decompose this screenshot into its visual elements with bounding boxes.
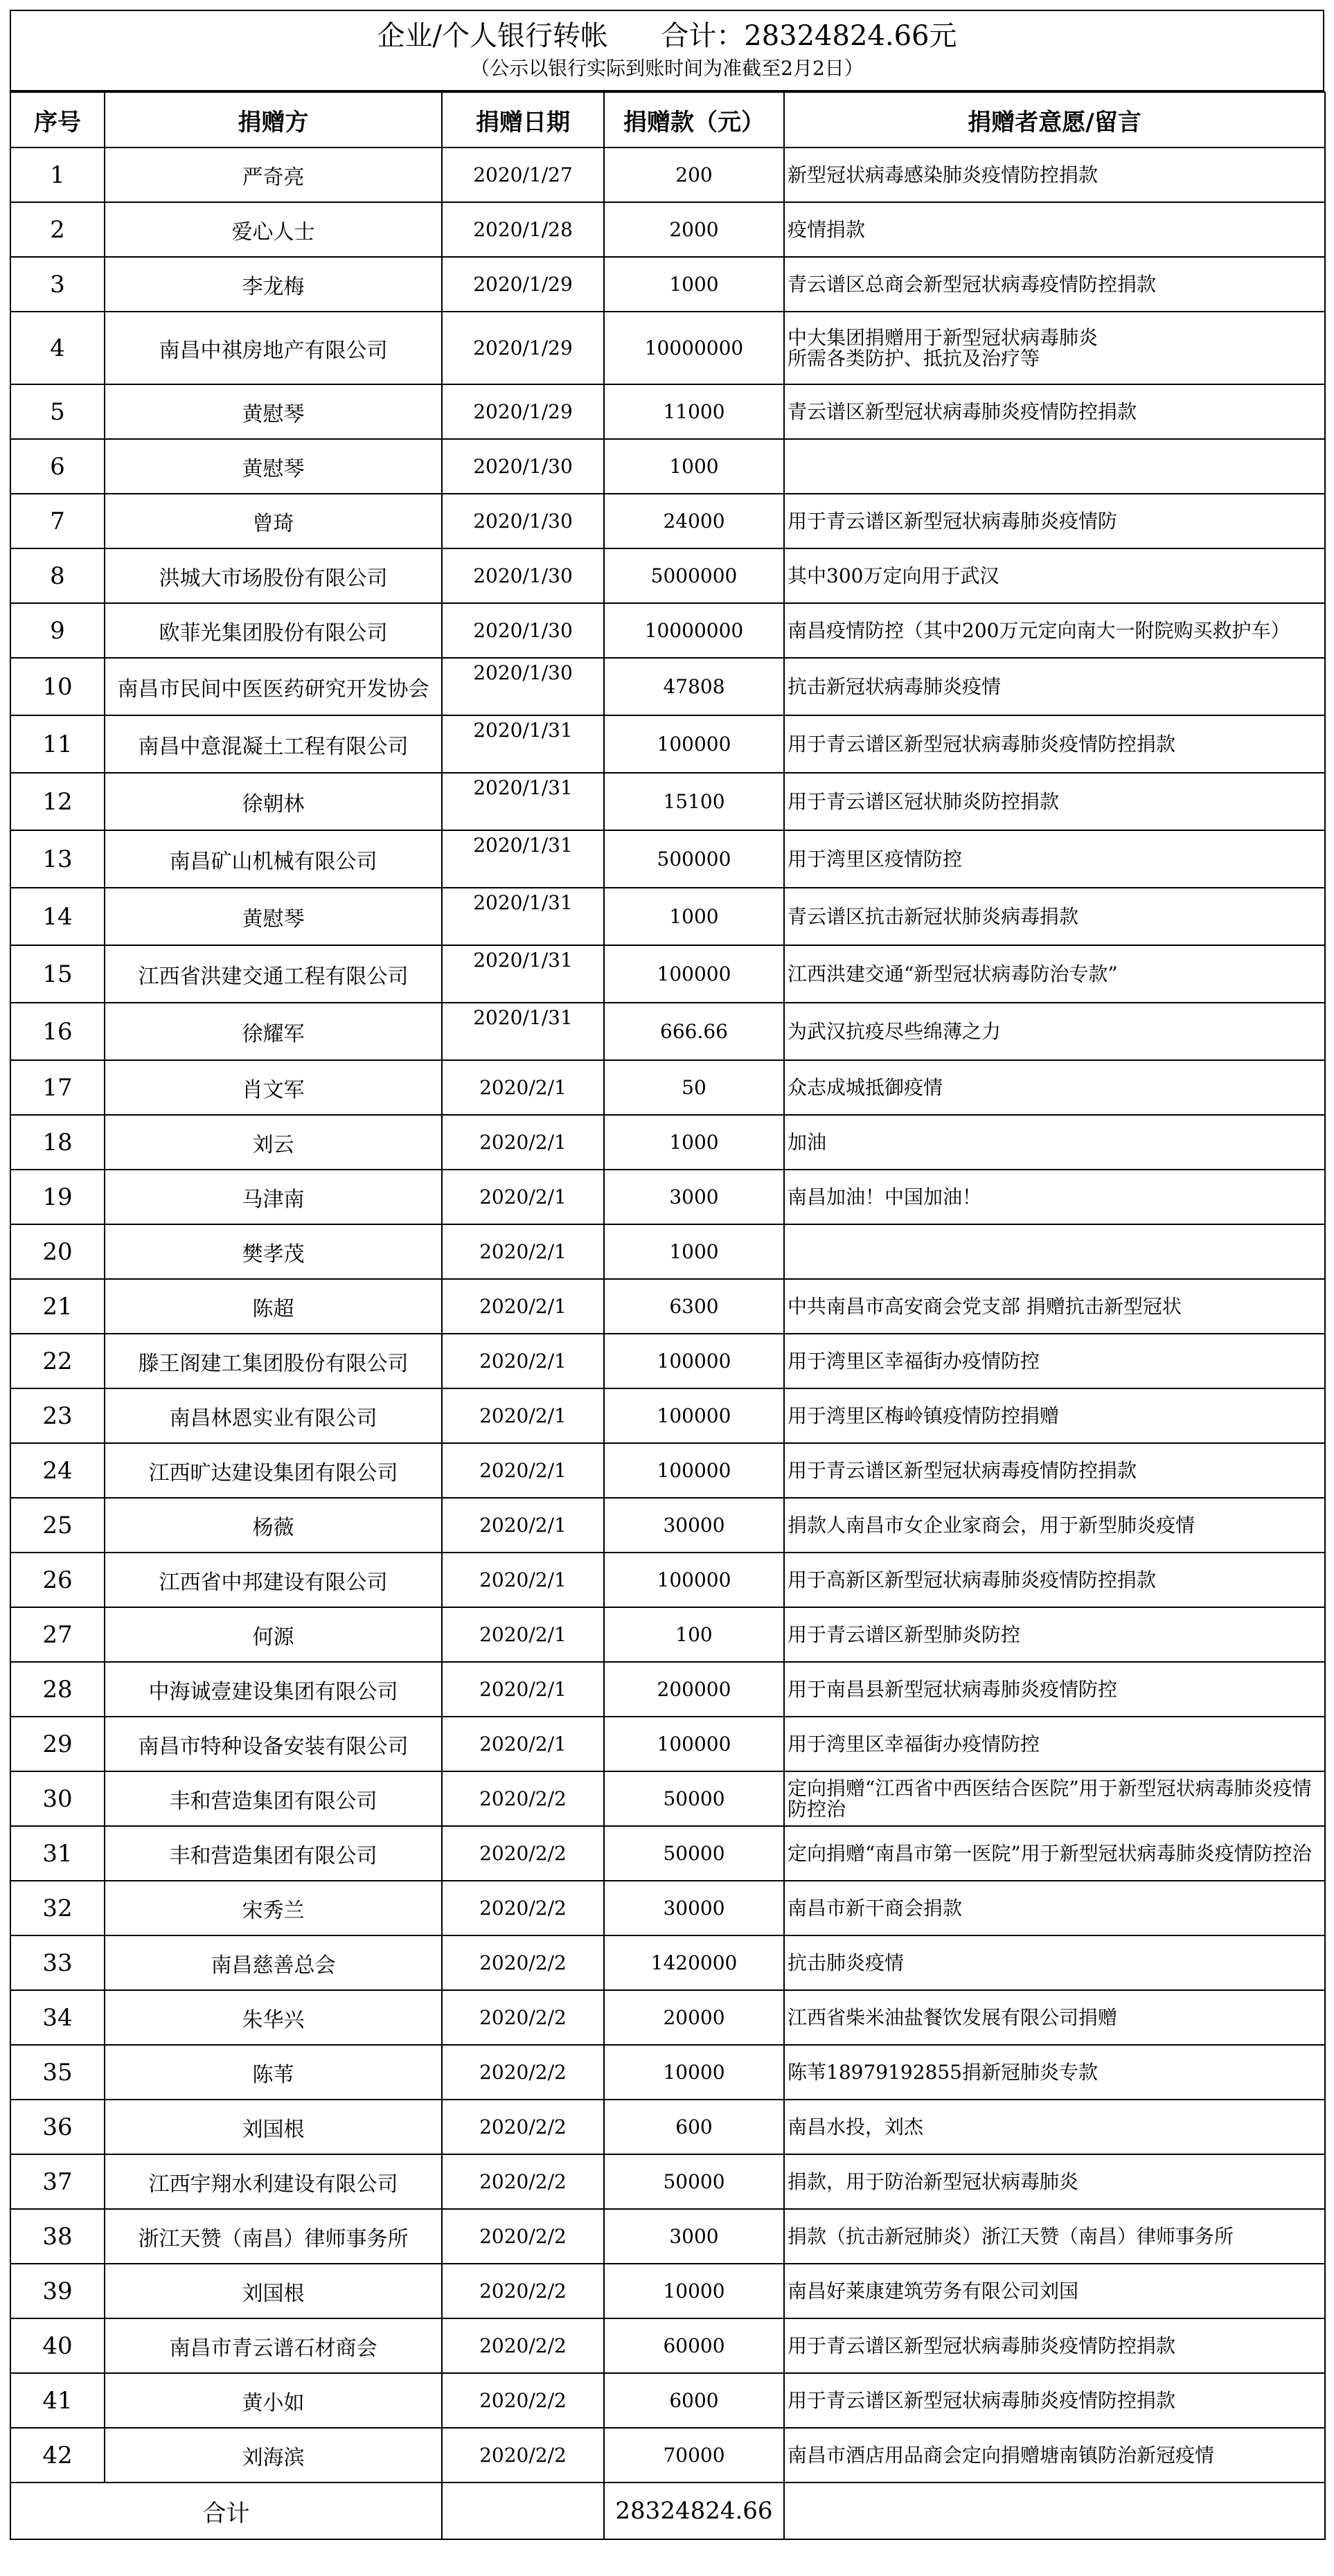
table-row bbox=[10, 1115, 1325, 1170]
table-row bbox=[10, 2154, 1325, 2209]
row-date: 2020/2/1 bbox=[442, 1443, 604, 1498]
row-number: 5 bbox=[10, 384, 105, 439]
row-message: 用于高新区新型冠状病毒肺炎疫情防控捐款 bbox=[784, 1553, 1325, 1607]
table-body bbox=[10, 147, 1325, 2483]
row-amount: 70000 bbox=[604, 2428, 784, 2483]
table-row bbox=[10, 202, 1325, 257]
row-date: 2020/1/30 bbox=[442, 658, 604, 715]
row-number: 4 bbox=[10, 312, 105, 384]
total-row bbox=[10, 2483, 1325, 2539]
table-row bbox=[10, 1771, 1325, 1826]
row-message: 用于青云谱区新型冠状病毒肺炎疫情防控捐款 bbox=[784, 2318, 1325, 2373]
row-amount: 10000 bbox=[604, 2264, 784, 2318]
row-date: 2020/2/2 bbox=[442, 1990, 604, 2045]
row-donor: 樊孝茂 bbox=[105, 1224, 442, 1279]
row-message: 捐款人南昌市女企业家商会，用于新型肺炎疫情 bbox=[784, 1498, 1325, 1553]
row-number: 42 bbox=[10, 2428, 105, 2483]
row-message: 陈苇18979192855捐新冠肺炎专款 bbox=[784, 2045, 1325, 2100]
row-donor: 刘国根 bbox=[105, 2264, 442, 2318]
row-message: 用于青云谱区新型肺炎防控 bbox=[784, 1607, 1325, 1662]
row-message: 青云谱区总商会新型冠状病毒疫情防控捐款 bbox=[784, 257, 1325, 312]
title-block bbox=[10, 10, 1324, 91]
row-message: 捐款，用于防治新型冠状病毒肺炎 bbox=[784, 2154, 1325, 2209]
row-donor: 爱心人士 bbox=[105, 202, 442, 257]
row-message: 中共南昌市高安商会党支部 捐赠抗击新型冠状 bbox=[784, 1279, 1325, 1334]
row-date: 2020/1/30 bbox=[442, 439, 604, 494]
row-amount: 500000 bbox=[604, 830, 784, 888]
row-amount: 10000000 bbox=[604, 312, 784, 384]
row-date: 2020/1/31 bbox=[442, 773, 604, 830]
row-number: 41 bbox=[10, 2373, 105, 2428]
row-number: 37 bbox=[10, 2154, 105, 2209]
row-donor: 中海诚壹建设集团有限公司 bbox=[105, 1662, 442, 1717]
row-donor: 江西旷达建设集团有限公司 bbox=[105, 1443, 442, 1498]
row-date: 2020/2/2 bbox=[442, 1771, 604, 1826]
table-row bbox=[10, 2100, 1325, 2154]
row-date: 2020/1/29 bbox=[442, 312, 604, 384]
row-amount: 100000 bbox=[604, 1553, 784, 1607]
row-message bbox=[784, 1224, 1325, 1279]
row-donor: 丰和营造集团有限公司 bbox=[105, 1771, 442, 1826]
row-date: 2020/2/1 bbox=[442, 1115, 604, 1170]
row-message: 用于湾里区幸福街办疫情防控 bbox=[784, 1334, 1325, 1388]
row-donor: 何源 bbox=[105, 1607, 442, 1662]
table-row bbox=[10, 2045, 1325, 2100]
row-number: 25 bbox=[10, 1498, 105, 1553]
row-number: 16 bbox=[10, 1003, 105, 1060]
row-date: 2020/2/2 bbox=[442, 2209, 604, 2264]
row-donor: 徐耀军 bbox=[105, 1003, 442, 1060]
table-row bbox=[10, 494, 1325, 548]
row-number: 12 bbox=[10, 773, 105, 830]
row-date: 2020/1/31 bbox=[442, 945, 604, 1003]
row-message: 抗击新冠状病毒肺炎疫情 bbox=[784, 658, 1325, 715]
row-amount: 3000 bbox=[604, 2209, 784, 2264]
row-number: 28 bbox=[10, 1662, 105, 1717]
row-date: 2020/2/1 bbox=[442, 1279, 604, 1334]
row-amount: 666.66 bbox=[604, 1003, 784, 1060]
row-number: 20 bbox=[10, 1224, 105, 1279]
row-donor: 浙江天赞（南昌）律师事务所 bbox=[105, 2209, 442, 2264]
row-message: 南昌市新干商会捐款 bbox=[784, 1881, 1325, 1935]
row-message: 定向捐赠“江西省中西医结合医院”用于新型冠状病毒肺炎疫情防控治 bbox=[784, 1771, 1325, 1826]
row-amount: 3000 bbox=[604, 1170, 784, 1224]
row-number: 13 bbox=[10, 830, 105, 888]
row-date: 2020/1/30 bbox=[442, 548, 604, 603]
row-date: 2020/2/1 bbox=[442, 1388, 604, 1443]
row-donor: 肖文军 bbox=[105, 1060, 442, 1115]
row-donor: 杨薇 bbox=[105, 1498, 442, 1553]
row-donor: 欧菲光集团股份有限公司 bbox=[105, 603, 442, 658]
row-number: 22 bbox=[10, 1334, 105, 1388]
header-amount: 捐赠款（元） bbox=[604, 92, 784, 147]
table-row bbox=[10, 384, 1325, 439]
row-amount: 47808 bbox=[604, 658, 784, 715]
table-header-row bbox=[10, 92, 1325, 147]
row-message: 南昌市酒店用品商会定向捐赠塘南镇防治新冠疫情 bbox=[784, 2428, 1325, 2483]
row-number: 24 bbox=[10, 1443, 105, 1498]
table-row bbox=[10, 1170, 1325, 1224]
table-row bbox=[10, 439, 1325, 494]
row-number: 30 bbox=[10, 1771, 105, 1826]
row-number: 39 bbox=[10, 2264, 105, 2318]
row-number: 32 bbox=[10, 1881, 105, 1935]
table-row bbox=[10, 945, 1325, 1003]
row-number: 18 bbox=[10, 1115, 105, 1170]
row-number: 10 bbox=[10, 658, 105, 715]
row-amount: 5000000 bbox=[604, 548, 784, 603]
total-empty-message bbox=[784, 2483, 1325, 2539]
row-date: 2020/2/1 bbox=[442, 1498, 604, 1553]
row-amount: 50000 bbox=[604, 1826, 784, 1881]
row-donor: 江西省中邦建设有限公司 bbox=[105, 1553, 442, 1607]
table-row bbox=[10, 2428, 1325, 2483]
row-message: 用于湾里区疫情防控 bbox=[784, 830, 1325, 888]
row-date: 2020/2/2 bbox=[442, 1935, 604, 1990]
row-donor: 南昌市特种设备安装有限公司 bbox=[105, 1717, 442, 1771]
row-date: 2020/1/30 bbox=[442, 603, 604, 658]
row-donor: 徐朝林 bbox=[105, 773, 442, 830]
row-date: 2020/2/2 bbox=[442, 2045, 604, 2100]
row-number: 19 bbox=[10, 1170, 105, 1224]
table-row bbox=[10, 2209, 1325, 2264]
total-label: 合计 bbox=[10, 2483, 442, 2539]
row-amount: 1000 bbox=[604, 1115, 784, 1170]
row-donor: 南昌中祺房地产有限公司 bbox=[105, 312, 442, 384]
row-message: 江西洪建交通“新型冠状病毒防治专款” bbox=[784, 945, 1325, 1003]
row-amount: 100000 bbox=[604, 715, 784, 773]
row-number: 34 bbox=[10, 1990, 105, 2045]
row-amount: 15100 bbox=[604, 773, 784, 830]
row-amount: 11000 bbox=[604, 384, 784, 439]
row-amount: 200000 bbox=[604, 1662, 784, 1717]
row-donor: 陈超 bbox=[105, 1279, 442, 1334]
row-number: 21 bbox=[10, 1279, 105, 1334]
table-row bbox=[10, 1935, 1325, 1990]
row-message: 新型冠状病毒感染肺炎疫情防控捐款 bbox=[784, 147, 1325, 202]
table-row bbox=[10, 888, 1325, 945]
row-amount: 20000 bbox=[604, 1990, 784, 2045]
row-amount: 6000 bbox=[604, 2373, 784, 2428]
row-number: 1 bbox=[10, 147, 105, 202]
row-donor: 刘海滨 bbox=[105, 2428, 442, 2483]
row-message: 用于青云谱区新型冠状病毒肺炎疫情防 bbox=[784, 494, 1325, 548]
page-subtitle: （公示以银行实际到账时间为准截至2月2日） bbox=[470, 57, 864, 80]
row-date: 2020/1/29 bbox=[442, 257, 604, 312]
table-row bbox=[10, 715, 1325, 773]
row-date: 2020/2/1 bbox=[442, 1662, 604, 1717]
row-donor: 洪城大市场股份有限公司 bbox=[105, 548, 442, 603]
row-date: 2020/2/1 bbox=[442, 1060, 604, 1115]
table-row bbox=[10, 1003, 1325, 1060]
table-row bbox=[10, 548, 1325, 603]
row-message: 定向捐赠“南昌市第一医院”用于新型冠状病毒肺炎疫情防控治 bbox=[784, 1826, 1325, 1881]
row-amount: 50 bbox=[604, 1060, 784, 1115]
row-message: 南昌疫情防控（其中200万元定向南大一附院购买救护车） bbox=[784, 603, 1325, 658]
table-row bbox=[10, 603, 1325, 658]
table-row bbox=[10, 1443, 1325, 1498]
row-donor: 严奇亮 bbox=[105, 147, 442, 202]
row-donor: 南昌林恩实业有限公司 bbox=[105, 1388, 442, 1443]
row-date: 2020/2/1 bbox=[442, 1607, 604, 1662]
row-number: 2 bbox=[10, 202, 105, 257]
row-date: 2020/1/31 bbox=[442, 888, 604, 945]
row-number: 14 bbox=[10, 888, 105, 945]
row-number: 11 bbox=[10, 715, 105, 773]
row-message: 为武汉抗疫尽些绵薄之力 bbox=[784, 1003, 1325, 1060]
row-message: 用于青云谱区新型冠状病毒疫情防控捐款 bbox=[784, 1443, 1325, 1498]
row-number: 15 bbox=[10, 945, 105, 1003]
table-row bbox=[10, 1388, 1325, 1443]
row-message: 用于青云谱区新型冠状病毒肺炎疫情防控捐款 bbox=[784, 715, 1325, 773]
row-donor: 南昌中意混凝土工程有限公司 bbox=[105, 715, 442, 773]
row-message: 江西省柴米油盐餐饮发展有限公司捐赠 bbox=[784, 1990, 1325, 2045]
row-message: 用于南昌县新型冠状病毒肺炎疫情防控 bbox=[784, 1662, 1325, 1717]
row-donor: 南昌市青云谱石材商会 bbox=[105, 2318, 442, 2373]
header-no: 序号 bbox=[10, 92, 105, 147]
row-number: 7 bbox=[10, 494, 105, 548]
total-amount: 28324824.66 bbox=[604, 2483, 784, 2539]
row-message: 青云谱区抗击新冠状肺炎病毒捐款 bbox=[784, 888, 1325, 945]
row-message: 其中300万定向用于武汉 bbox=[784, 548, 1325, 603]
row-date: 2020/1/31 bbox=[442, 715, 604, 773]
row-date: 2020/1/28 bbox=[442, 202, 604, 257]
row-number: 38 bbox=[10, 2209, 105, 2264]
donation-table bbox=[10, 91, 1326, 2540]
table-row bbox=[10, 1717, 1325, 1771]
row-number: 9 bbox=[10, 603, 105, 658]
row-message: 捐款（抗击新冠肺炎）浙江天赞（南昌）律师事务所 bbox=[784, 2209, 1325, 2264]
row-message: 用于湾里区幸福街办疫情防控 bbox=[784, 1717, 1325, 1771]
row-donor: 滕王阁建工集团股份有限公司 bbox=[105, 1334, 442, 1388]
row-amount: 2000 bbox=[604, 202, 784, 257]
row-amount: 50000 bbox=[604, 2154, 784, 2209]
row-amount: 200 bbox=[604, 147, 784, 202]
header-message: 捐赠者意愿/留言 bbox=[784, 92, 1325, 147]
header-donor: 捐赠方 bbox=[105, 92, 442, 147]
row-donor: 南昌慈善总会 bbox=[105, 1935, 442, 1990]
row-message: 南昌好莱康建筑劳务有限公司刘国 bbox=[784, 2264, 1325, 2318]
table-row bbox=[10, 2373, 1325, 2428]
row-donor: 马津南 bbox=[105, 1170, 442, 1224]
donation-sheet bbox=[10, 10, 1324, 2566]
row-amount: 1000 bbox=[604, 1224, 784, 1279]
row-date: 2020/2/2 bbox=[442, 2428, 604, 2483]
row-date: 2020/2/2 bbox=[442, 1881, 604, 1935]
row-number: 26 bbox=[10, 1553, 105, 1607]
row-amount: 1420000 bbox=[604, 1935, 784, 1990]
row-message: 南昌水投，刘杰 bbox=[784, 2100, 1325, 2154]
row-donor: 江西宇翔水利建设有限公司 bbox=[105, 2154, 442, 2209]
row-number: 27 bbox=[10, 1607, 105, 1662]
row-donor: 黄慰琴 bbox=[105, 384, 442, 439]
row-message: 青云谱区新型冠状病毒肺炎疫情防控捐款 bbox=[784, 384, 1325, 439]
table-row bbox=[10, 1607, 1325, 1662]
table-row bbox=[10, 2264, 1325, 2318]
table-row bbox=[10, 1662, 1325, 1717]
table-row bbox=[10, 1826, 1325, 1881]
row-donor: 李龙梅 bbox=[105, 257, 442, 312]
table-row bbox=[10, 1060, 1325, 1115]
row-donor: 江西省洪建交通工程有限公司 bbox=[105, 945, 442, 1003]
row-date: 2020/2/2 bbox=[442, 2100, 604, 2154]
row-number: 33 bbox=[10, 1935, 105, 1990]
row-donor: 南昌市民间中医医药研究开发协会 bbox=[105, 658, 442, 715]
row-date: 2020/1/29 bbox=[442, 384, 604, 439]
row-date: 2020/1/31 bbox=[442, 830, 604, 888]
row-date: 2020/2/2 bbox=[442, 2154, 604, 2209]
row-date: 2020/2/2 bbox=[442, 2373, 604, 2428]
row-amount: 6300 bbox=[604, 1279, 784, 1334]
row-number: 8 bbox=[10, 548, 105, 603]
table-row bbox=[10, 1334, 1325, 1388]
table-row bbox=[10, 147, 1325, 202]
row-donor: 黄小如 bbox=[105, 2373, 442, 2428]
row-number: 6 bbox=[10, 439, 105, 494]
row-amount: 1000 bbox=[604, 439, 784, 494]
row-donor: 刘国根 bbox=[105, 2100, 442, 2154]
row-amount: 50000 bbox=[604, 1771, 784, 1826]
table-row bbox=[10, 830, 1325, 888]
table-row bbox=[10, 1224, 1325, 1279]
table-row bbox=[10, 1881, 1325, 1935]
row-donor: 曾琦 bbox=[105, 494, 442, 548]
row-message bbox=[784, 439, 1325, 494]
table-row bbox=[10, 1498, 1325, 1553]
row-date: 2020/2/1 bbox=[442, 1717, 604, 1771]
row-message: 用于湾里区梅岭镇疫情防控捐赠 bbox=[784, 1388, 1325, 1443]
table-row bbox=[10, 1990, 1325, 2045]
row-message: 用于青云谱区冠状肺炎防控捐款 bbox=[784, 773, 1325, 830]
row-number: 36 bbox=[10, 2100, 105, 2154]
row-message: 加油 bbox=[784, 1115, 1325, 1170]
row-amount: 10000000 bbox=[604, 603, 784, 658]
row-amount: 1000 bbox=[604, 257, 784, 312]
table-row bbox=[10, 658, 1325, 715]
row-message: 南昌加油！中国加油！ bbox=[784, 1170, 1325, 1224]
row-amount: 100000 bbox=[604, 945, 784, 1003]
row-number: 40 bbox=[10, 2318, 105, 2373]
row-donor: 陈苇 bbox=[105, 2045, 442, 2100]
row-date: 2020/2/2 bbox=[442, 1826, 604, 1881]
row-date: 2020/2/2 bbox=[442, 2318, 604, 2373]
page-title: 企业/个人银行转帐 合计：28324824.66元 bbox=[377, 20, 957, 52]
row-donor: 朱华兴 bbox=[105, 1990, 442, 2045]
row-donor: 刘云 bbox=[105, 1115, 442, 1170]
row-message: 疫情捐款 bbox=[784, 202, 1325, 257]
row-donor: 南昌矿山机械有限公司 bbox=[105, 830, 442, 888]
table-row bbox=[10, 1553, 1325, 1607]
row-amount: 600 bbox=[604, 2100, 784, 2154]
row-date: 2020/1/30 bbox=[442, 494, 604, 548]
row-date: 2020/2/1 bbox=[442, 1170, 604, 1224]
row-amount: 10000 bbox=[604, 2045, 784, 2100]
row-message: 用于青云谱区新型冠状病毒肺炎疫情防控捐款 bbox=[784, 2373, 1325, 2428]
table-row bbox=[10, 312, 1325, 384]
row-number: 29 bbox=[10, 1717, 105, 1771]
row-number: 17 bbox=[10, 1060, 105, 1115]
row-message: 抗击肺炎疫情 bbox=[784, 1935, 1325, 1990]
row-amount: 1000 bbox=[604, 888, 784, 945]
row-message: 中大集团捐赠用于新型冠状病毒肺炎 所需各类防护、抵抗及治疗等 bbox=[784, 312, 1325, 384]
row-donor: 黄慰琴 bbox=[105, 888, 442, 945]
row-date: 2020/1/27 bbox=[442, 147, 604, 202]
row-amount: 30000 bbox=[604, 1881, 784, 1935]
row-amount: 60000 bbox=[604, 2318, 784, 2373]
row-amount: 100000 bbox=[604, 1334, 784, 1388]
row-number: 23 bbox=[10, 1388, 105, 1443]
row-donor: 丰和营造集团有限公司 bbox=[105, 1826, 442, 1881]
row-date: 2020/2/1 bbox=[442, 1553, 604, 1607]
header-date: 捐赠日期 bbox=[442, 92, 604, 147]
row-donor: 宋秀兰 bbox=[105, 1881, 442, 1935]
table-row bbox=[10, 257, 1325, 312]
row-date: 2020/2/1 bbox=[442, 1224, 604, 1279]
row-amount: 100 bbox=[604, 1607, 784, 1662]
row-message: 众志成城抵御疫情 bbox=[784, 1060, 1325, 1115]
row-date: 2020/2/1 bbox=[442, 1334, 604, 1388]
table-row bbox=[10, 2318, 1325, 2373]
row-number: 31 bbox=[10, 1826, 105, 1881]
row-donor: 黄慰琴 bbox=[105, 439, 442, 494]
row-amount: 24000 bbox=[604, 494, 784, 548]
row-amount: 30000 bbox=[604, 1498, 784, 1553]
row-number: 35 bbox=[10, 2045, 105, 2100]
total-empty-date bbox=[442, 2483, 604, 2539]
row-date: 2020/1/31 bbox=[442, 1003, 604, 1060]
table-row bbox=[10, 773, 1325, 830]
table-row bbox=[10, 1279, 1325, 1334]
row-date: 2020/2/2 bbox=[442, 2264, 604, 2318]
row-amount: 100000 bbox=[604, 1443, 784, 1498]
row-amount: 100000 bbox=[604, 1388, 784, 1443]
row-number: 3 bbox=[10, 257, 105, 312]
row-amount: 100000 bbox=[604, 1717, 784, 1771]
